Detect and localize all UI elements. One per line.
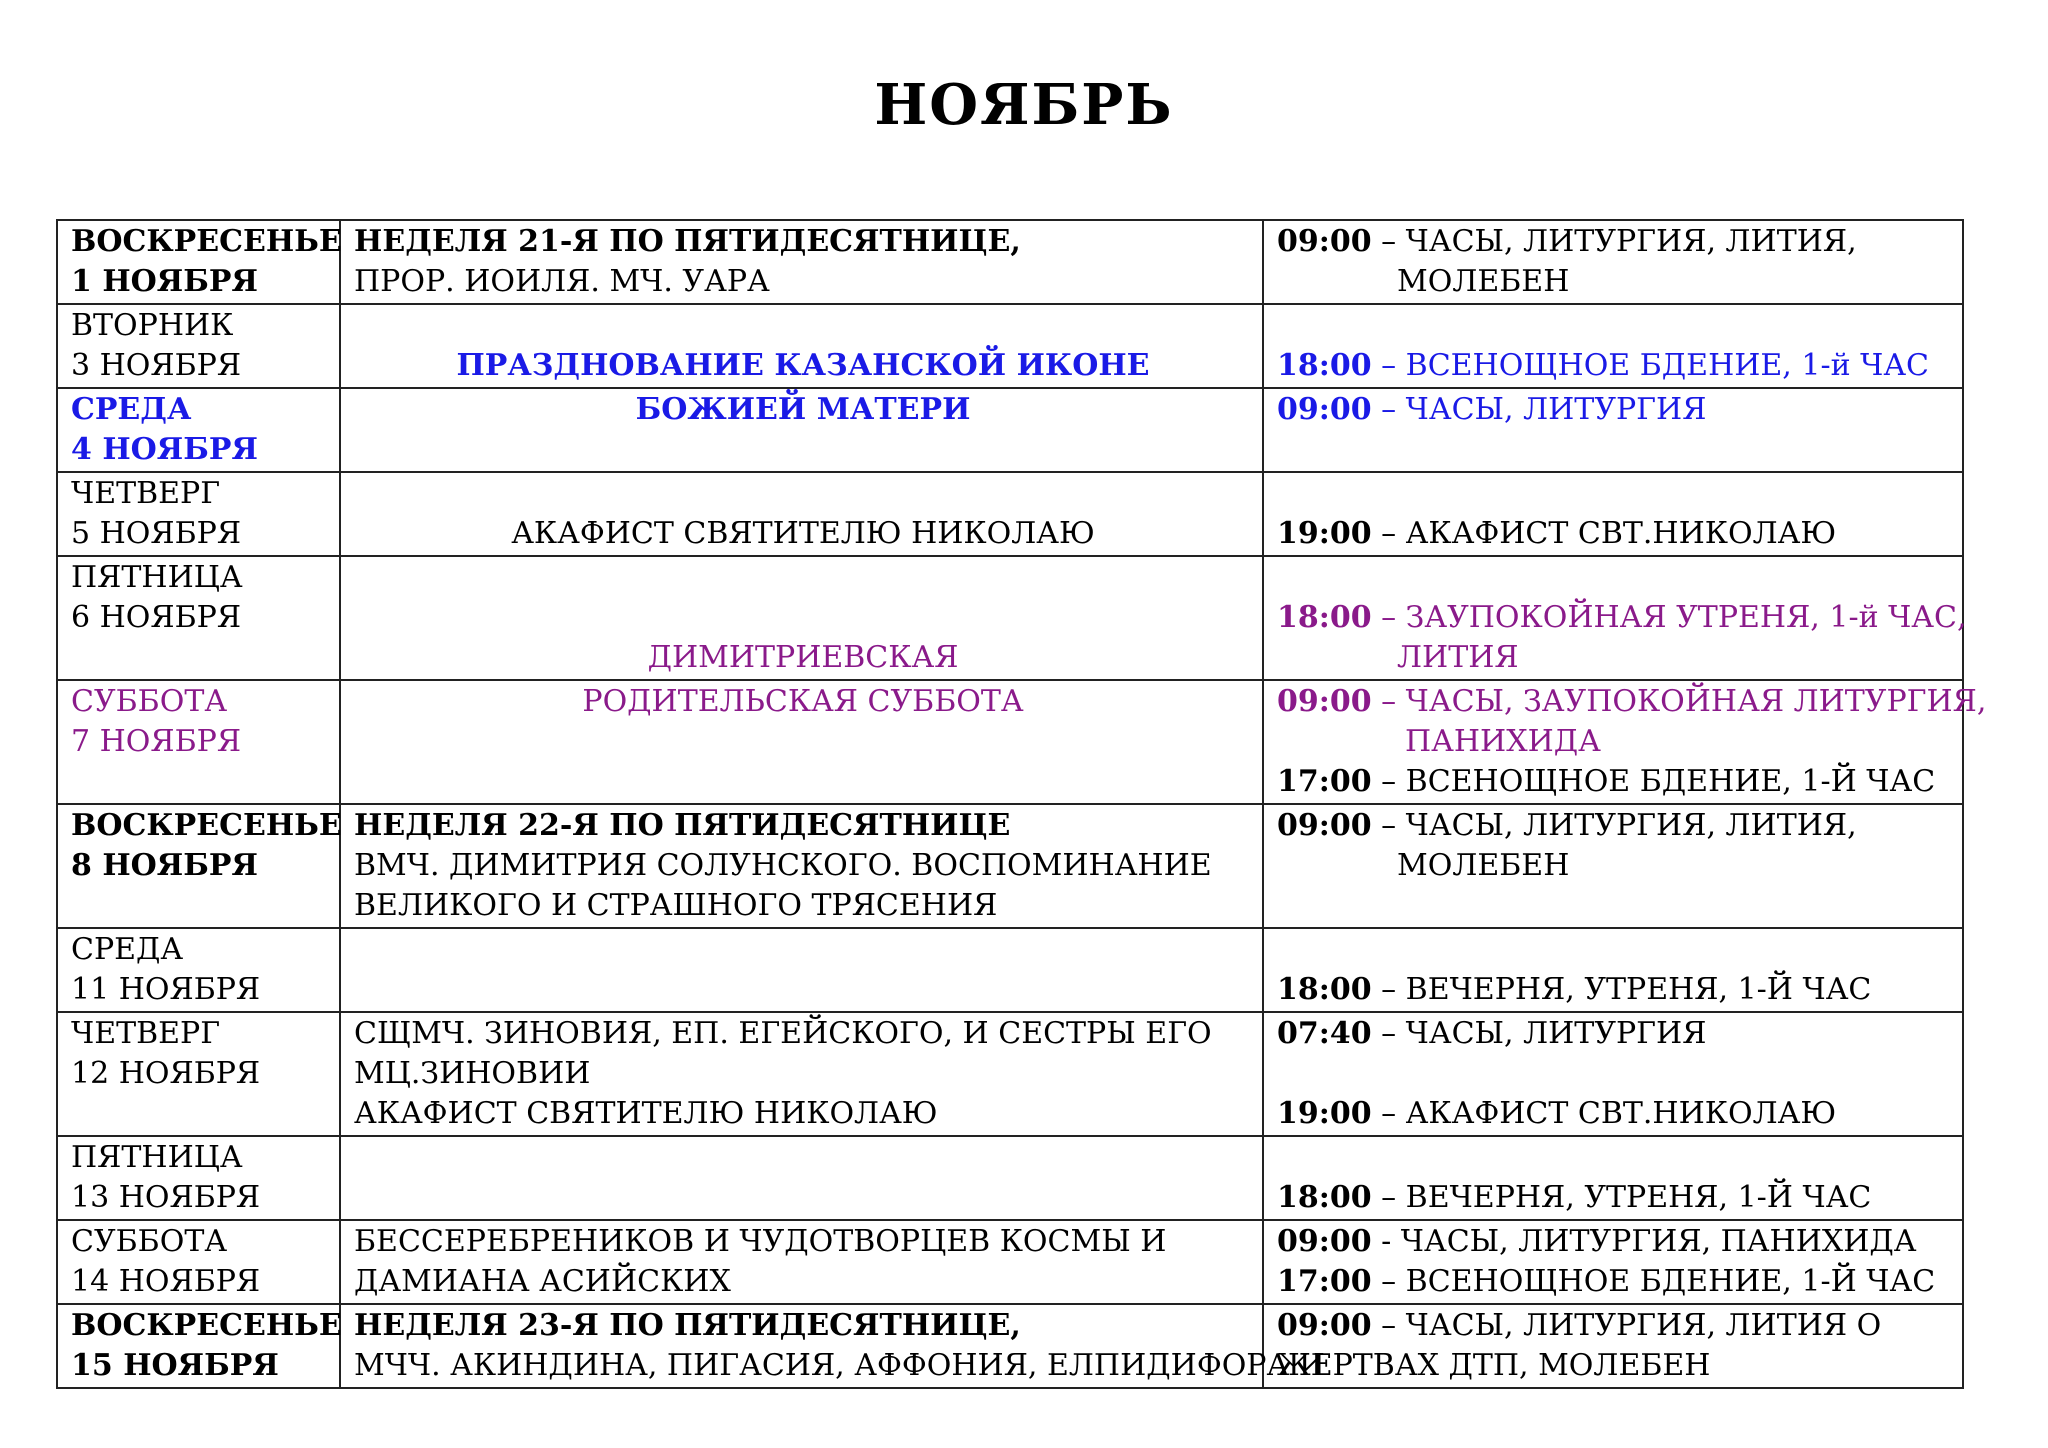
service-cont: ЖЕРТВАХ ДТП, МОЛЕБЕН [1277,1348,1711,1383]
weekday: СРЕДА [71,932,184,967]
service-time: 09:00 [1277,224,1372,259]
day-cell [57,1012,340,1136]
day-cell [57,1220,340,1304]
service-text: – ЧАСЫ, ЛИТУРГИЯ [1381,1016,1707,1051]
weekday: СУББОТА [71,1224,228,1259]
feast-line: ДАМИАНА АСИЙСКИХ [354,1264,731,1299]
weekday: ВОСКРЕСЕНЬЕ [71,224,342,259]
service-time: 19:00 [1277,516,1372,551]
date: 5 НОЯБРЯ [71,516,242,551]
service-time: 18:00 [1277,972,1372,1007]
service-text: – ЧАСЫ, ЗАУПОКОЙНАЯ ЛИТУРГИЯ, [1381,684,1987,719]
day-cell [57,388,340,472]
feast-title: НЕДЕЛЯ 22-Я ПО ПЯТИДЕСЯТНИЦЕ [354,808,1011,843]
service-text: – ЧАСЫ, ЛИТУРГИЯ [1381,392,1707,427]
services-cell [1263,388,1963,472]
date: 1 НОЯБРЯ [71,264,258,299]
service-text: – ВСЕНОЩНОЕ БДЕНИЕ, 1-Й ЧАС [1381,764,1936,799]
feast-line: ПРАЗДНОВАНИЕ КАЗАНСКОЙ ИКОНЕ [456,348,1150,383]
feast-cell [340,472,1263,556]
day-cell [57,220,340,304]
weekday: ПЯТНИЦА [71,1140,243,1175]
services-cell [1263,1012,1963,1136]
service-time: 07:40 [1277,1016,1372,1051]
table-row [57,1220,1963,1304]
feast-cell [340,1012,1263,1136]
weekday: СУББОТА [71,684,228,719]
feast-line: ВЕЛИКОГО И СТРАШНОГО ТРЯСЕНИЯ [354,888,998,923]
table-row [57,680,1963,804]
feast-line: ПРОР. ИОИЛЯ. МЧ. УАРА [354,264,770,299]
feast-line: БОЖИЕЙ МАТЕРИ [635,392,971,427]
feast-line: МЦ.ЗИНОВИИ [354,1056,591,1091]
feast-line: ДИМИТРИЕВСКАЯ [647,640,959,675]
service-cont: ПАНИХИДА [1405,724,1601,759]
day-cell [57,304,340,388]
date: 11 НОЯБРЯ [71,972,261,1007]
date: 4 НОЯБРЯ [71,432,258,467]
day-cell [57,928,340,1012]
feast-line: РОДИТЕЛЬСКАЯ СУББОТА [582,684,1024,719]
service-text: – ЧАСЫ, ЛИТУРГИЯ, ЛИТИЯ, [1381,224,1857,259]
feast-line: АКАФИСТ СВЯТИТЕЛЮ НИКОЛАЮ [511,516,1095,551]
service-time: 09:00 [1277,392,1372,427]
services-cell [1263,304,1963,388]
service-time: 09:00 [1277,1308,1372,1343]
date: 8 НОЯБРЯ [71,848,258,883]
day-cell [57,804,340,928]
service-cont: МОЛЕБЕН [1397,264,1570,299]
service-text: – ВСЕНОЩНОЕ БДЕНИЕ, 1-Й ЧАС [1381,1264,1936,1299]
service-text: – ВЕЧЕРНЯ, УТРЕНЯ, 1-Й ЧАС [1381,1180,1872,1215]
feast-title: НЕДЕЛЯ 23-Я ПО ПЯТИДЕСЯТНИЦЕ, [354,1308,1021,1343]
service-text: - ЧАСЫ, ЛИТУРГИЯ, ПАНИХИДА [1381,1224,1917,1259]
service-time: 18:00 [1277,348,1372,383]
table-row [57,556,1963,680]
services-cell [1263,220,1963,304]
weekday: ВОСКРЕСЕНЬЕ [71,808,342,843]
service-time: 17:00 [1277,764,1372,799]
service-text: – ВЕЧЕРНЯ, УТРЕНЯ, 1-Й ЧАС [1381,972,1872,1007]
table-row [57,1136,1963,1220]
table-row [57,472,1963,556]
feast-line: БЕССЕРЕБРЕНИКОВ И ЧУДОТВОРЦЕВ КОСМЫ И [354,1224,1167,1259]
day-cell [57,680,340,804]
schedule-table [56,219,1987,1389]
feast-cell [340,1136,1263,1220]
date: 6 НОЯБРЯ [71,600,242,635]
weekday: ЧЕТВЕРГ [71,1016,221,1051]
table-row [57,304,1963,388]
feast-cell [340,388,1263,472]
service-time: 09:00 [1277,1224,1372,1259]
services-cell [1263,680,1987,804]
service-time: 09:00 [1277,684,1372,719]
day-cell [57,556,340,680]
weekday: ПЯТНИЦА [71,560,243,595]
date: 12 НОЯБРЯ [71,1056,261,1091]
feast-line: МЧЧ. АКИНДИНА, ПИГАСИЯ, АФФОНИЯ, ЕЛПИДИФОРА И [354,1348,1325,1383]
date: 15 НОЯБРЯ [71,1348,279,1383]
weekday: ВОСКРЕСЕНЬЕ [71,1308,342,1343]
table-row [57,1012,1963,1136]
service-cont: МОЛЕБЕН [1397,848,1570,883]
feast-cell [340,804,1263,928]
feast-line: ВМЧ. ДИМИТРИЯ СОЛУНСКОГО. ВОСПОМИНАНИЕ [354,848,1212,883]
services-cell [1263,804,1963,928]
date: 3 НОЯБРЯ [71,348,242,383]
service-time: 19:00 [1277,1096,1372,1131]
weekday: ВТОРНИК [71,308,234,343]
date: 13 НОЯБРЯ [71,1180,261,1215]
feast-line: АКАФИСТ СВЯТИТЕЛЮ НИКОЛАЮ [354,1096,938,1131]
services-cell [1263,1136,1963,1220]
service-time: 09:00 [1277,808,1372,843]
feast-title: НЕДЕЛЯ 21-Я ПО ПЯТИДЕСЯТНИЦЕ, [354,224,1021,259]
services-cell [1263,1220,1963,1304]
feast-line: СЩМЧ. ЗИНОВИЯ, ЕП. ЕГЕЙСКОГО, И СЕСТРЫ ЕГО [354,1016,1212,1051]
service-text: – ЗАУПОКОЙНАЯ УТРЕНЯ, 1-й ЧАС, [1381,600,1967,635]
services-cell [1263,556,1967,680]
service-cont: ЛИТИЯ [1397,640,1519,675]
weekday: СРЕДА [71,392,192,427]
date: 7 НОЯБРЯ [71,724,242,759]
table-row [57,388,1963,472]
day-cell [57,1304,340,1388]
table-row [57,804,1963,928]
table-row [57,220,1963,304]
service-text: – АКАФИСТ СВТ.НИКОЛАЮ [1381,1096,1837,1131]
date: 14 НОЯБРЯ [71,1264,261,1299]
services-cell [1263,928,1963,1012]
service-text: – ВСЕНОЩНОЕ БДЕНИЕ, 1-й ЧАС [1381,348,1929,383]
feast-cell [340,1220,1263,1304]
service-text: – ЧАСЫ, ЛИТУРГИЯ, ЛИТИЯ О [1381,1308,1882,1343]
day-cell [57,1136,340,1220]
page-title: НОЯБРЬ [874,72,1174,138]
weekday: ЧЕТВЕРГ [71,476,221,511]
service-time: 17:00 [1277,1264,1372,1299]
feast-cell [340,220,1263,304]
service-time: 18:00 [1277,1180,1372,1215]
table-row [57,1304,1963,1388]
services-cell [1263,1304,1963,1388]
services-cell [1263,472,1963,556]
feast-cell [340,928,1263,1012]
feast-cell [340,556,1263,680]
feast-cell [340,680,1263,804]
service-text: – АКАФИСТ СВТ.НИКОЛАЮ [1381,516,1837,551]
day-cell [57,472,340,556]
service-time: 18:00 [1277,600,1372,635]
feast-cell [340,304,1263,388]
table-row [57,928,1963,1012]
service-text: – ЧАСЫ, ЛИТУРГИЯ, ЛИТИЯ, [1381,808,1857,843]
